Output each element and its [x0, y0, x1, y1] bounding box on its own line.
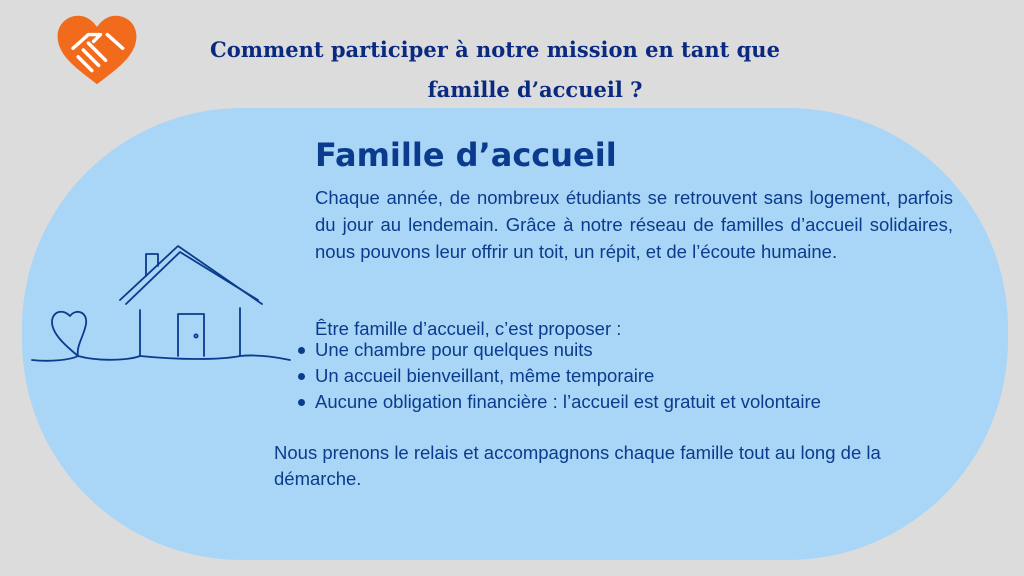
- card-title: Famille d’accueil: [315, 136, 617, 174]
- list-item: Une chambre pour quelques nuits: [295, 337, 821, 363]
- heading-line-2: famille d’accueil ?: [427, 77, 643, 102]
- card-paragraph-2: Nous prenons le relais et accompagnons chaque famille tout au long de la démarche.: [274, 442, 881, 489]
- heart-handshake-icon: [54, 14, 140, 86]
- card-intro: Être famille d’accueil, c’est proposer :: [315, 318, 622, 339]
- bullet-list: [295, 337, 821, 415]
- page-heading: [150, 30, 840, 110]
- list-item: Un accueil bienveillant, même temporaire: [295, 363, 821, 389]
- heading-line-1: Comment participer à notre mission en tant que: [210, 37, 780, 62]
- card-paragraph-1: Chaque année, de nombreux étudiants se retrouvent sans logement, parfois du jour au lendemain. Grâce à notre réseau de familles d’accueil solidaires, nous pouvons leur offrir un toit, un répit, et de l’écoute humaine.: [315, 187, 953, 262]
- house-heart-line-drawing-icon: [30, 238, 292, 378]
- list-item: Aucune obligation financière : l’accueil est gratuit et volontaire: [295, 389, 821, 415]
